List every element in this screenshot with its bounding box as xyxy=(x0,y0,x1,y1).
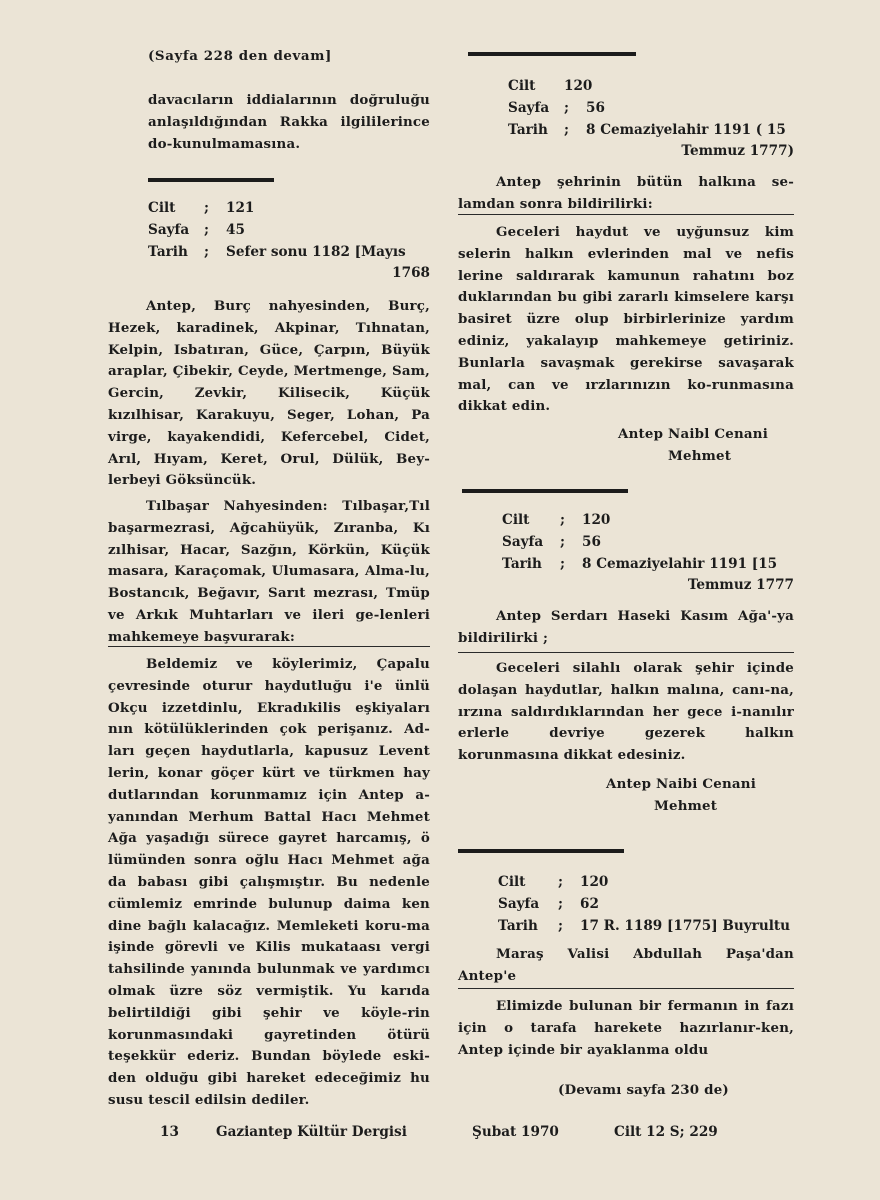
paragraph-8: Geceleri silahlı olarak şehir içinde dolaşan haydutlar, halkın malına, canı-na, ırzına saldırdıklarından her gece i-nanılır erlerle devriye gezerek halkın korunmasına dikkat edesiniz. xyxy=(458,660,794,764)
signature-1-line-2: Mehmet xyxy=(668,447,732,464)
signature-2 xyxy=(606,774,794,818)
section-divider xyxy=(458,849,624,853)
paragraph-2: Antep, Burç nahyesinden, Burç, Hezek, karadinek, Akpinar, Tıhnatan, Kelpin, Isbatıran, Güce, Çarpın, Büyük araplar, Çibekir, Ceyde, Mertmenge, Sam, Gercin, Zevkir, Kilisecik, Küçük kızılhisar, Karakuyu, Seger, Lohan, Pa virge, kayakendidi, Kefercebel, Cidet, Arıl, Hıyam, Keret, Orul, Dülük, Bey-lerbeyi Göksüncük. xyxy=(108,298,430,489)
sayfa-value: 45 xyxy=(226,221,245,238)
issue-number: Cilt 12 S; 229 xyxy=(614,1124,718,1140)
paragraph-divider xyxy=(458,988,794,989)
paragraph-divider xyxy=(458,214,794,215)
signature-2-line-2: Mehmet xyxy=(654,797,718,814)
continued-note: (Devamı sayfa 230 de) xyxy=(558,1082,729,1098)
paragraph-4: Beldemiz ve köylerimiz, Çapalu çevresinde oturur haydutluğu i'e ünlü Okçu izzetdinlu, Ekradıkilis eşkiyaları nın kötülüklerinden çok perişanız. Ad-ları geçen haydutlarla, kapusuz Levent lerin, konar göçer kürt ve türkmen hay dutlarından korunmamız için Antep a-yanından Merhum Battal Hacı Mehmet Ağa yaşadığı sürece gayret harcamış, ö lümünden sonra oğlu Hacı Mehmet ağa da babası gibi çalışmıştır. Bu nedenle cümlemiz emrinde bulunup daima ken dine bağlı kalacağız. Memleketi koru-ma işinde görevli ve Kilis mukataası vergi tahsilinde yanında bulunmak ve yardımcı olmak üzre söz vermiştik. Yu karıda belirtildiği gibi şehir ve köyle-rin korunmasındaki gayretinden ötürü teşekkür ederiz. Bundan böylede eski-den olduğu gibi hareket edeceğimiz hu susu tescil edilsin dediler. xyxy=(108,656,430,1108)
continuation-header: (Sayfa 228 den devam] xyxy=(148,48,332,64)
tarih-value-continuation: 1768 xyxy=(392,265,430,282)
record-4-metadata: Cilt ; 120 Sayfa ; 62 Tarih ; 17 R. 1189 [1775] Buyrultu xyxy=(498,874,791,934)
signature-1-line-1: Antep Naibl Cenani xyxy=(618,426,768,442)
paragraph-10: Elimizde bulunan bir fermanın in fazı için o tarafa harekete hazırlanır-ken, Antep içinde bir ayaklanma oldu xyxy=(458,998,794,1058)
record-3-metadata: Cilt ; 120 Sayfa ; 56 Tarih ; 8 Cemaziyelahir 1191 [15 Temmuz 1777 xyxy=(502,512,794,594)
paragraph-6: Geceleri haydut ve uyğunsuz kim selerin halkın evlerinden mal ve nefis lerine saldırarak kamunun rahatını boz duklarından bu gibi zararlı kimselere karşı basiret üzre olup birbirlerinize yardım ediniz, yakalayıp mahkemeye getiriniz. Bunlarla savaşmak gerekirse savaşarak mal, can ve ırzlarınızın ko-runmasına dikkat edin. xyxy=(458,224,794,415)
page-number: 13 xyxy=(160,1124,179,1140)
record-1-metadata: Cilt ; 121 Sayfa ; 45 Tarih ; Sefer sonu 1182 [Mayıs 1768 xyxy=(148,198,430,285)
signature-1 xyxy=(618,424,794,468)
paragraph-divider xyxy=(458,652,794,653)
cilt-value: 121 xyxy=(226,200,255,216)
section-divider xyxy=(148,178,274,182)
paragraph-9: Maraş Valisi Abdullah Paşa'dan Antep'e xyxy=(458,946,794,984)
issue-date: Şubat 1970 xyxy=(472,1124,559,1140)
tarih-value: Sefer sonu 1182 [Mayıs xyxy=(226,243,406,260)
tarih-label: Tarih xyxy=(148,243,188,260)
sayfa-label: Sayfa xyxy=(148,221,190,238)
magazine-title: Gaziantep Kültür Dergisi xyxy=(216,1124,407,1140)
paragraph-1: davacıların iddialarının doğruluğu anlaşıldığından Rakka ilgililerince do-kunulmamasına. xyxy=(148,92,430,152)
paragraph-3: Tılbaşar Nahyesinden: Tılbaşar,Tıl başarmezrasi, Ağcahüyük, Zıranba, Kı zılhisar, Hacar, Sazğın, Körkün, Küçük masara, Karaçomak, Ulumasara, Alma-lu, Bostancık, Beğavır, Sarıt mezrası, Tmüp ve Arkık Muhtarları ve ileri ge-lenleri mahkemeye başvurarak: xyxy=(108,498,430,645)
signature-2-line-1: Antep Naibi Cenani xyxy=(606,776,756,792)
paragraph-divider xyxy=(108,646,430,647)
section-divider xyxy=(468,52,636,56)
record-2-metadata: Cilt 120 Sayfa ; 56 Tarih ; 8 Cemaziyelahir 1191 ( 15 Temmuz 1777) xyxy=(508,78,794,160)
paragraph-7: Antep Serdarı Haseki Kasım Ağa'-ya bildirilirki ; xyxy=(458,608,794,646)
cilt-label: Cilt xyxy=(148,200,176,216)
paragraph-5: Antep şehrinin bütün halkına se-lamdan sonra bildirilirki: xyxy=(458,174,794,212)
section-divider xyxy=(462,489,628,493)
